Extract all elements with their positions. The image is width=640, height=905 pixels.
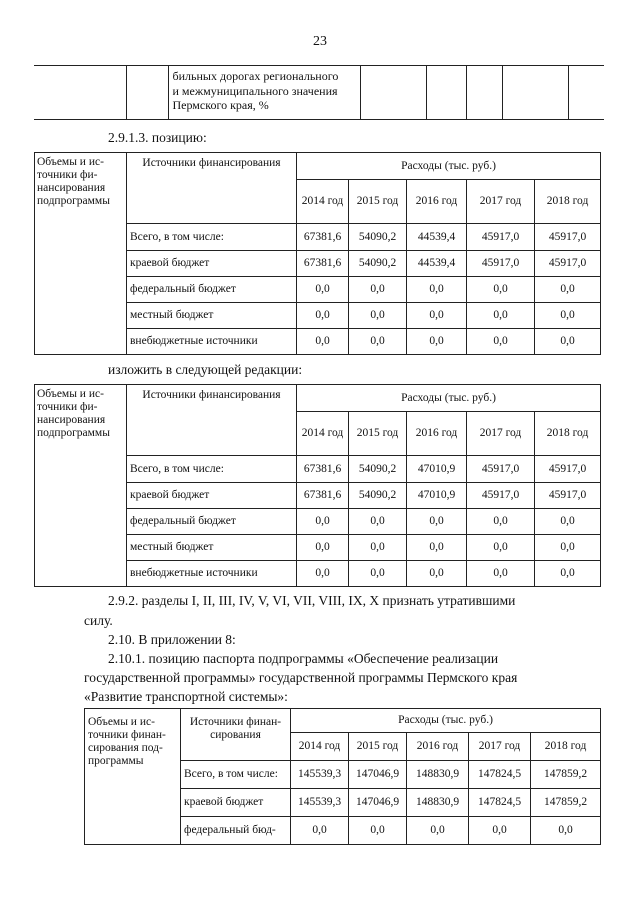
source-label: федеральный бюджет (127, 277, 297, 303)
value-cell: 54090,2 (349, 224, 407, 251)
value-cell: 54090,2 (349, 456, 407, 483)
row-header-line: сирования под- (88, 742, 163, 754)
top-table-line: Пермского края, % (172, 98, 269, 112)
value-cell: 0,0 (407, 277, 467, 303)
source-label: Всего, в том числе: (127, 456, 297, 483)
value-cell: 0,0 (407, 329, 467, 355)
top-table-cell (502, 66, 568, 120)
value-cell: 45917,0 (535, 224, 601, 251)
value-cell: 47010,9 (407, 456, 467, 483)
row-header-line: подпрограммы (37, 427, 110, 439)
page-number: 23 (313, 34, 327, 49)
source-label: местный бюджет (127, 303, 297, 329)
value-cell: 67381,6 (297, 483, 349, 509)
row-header (35, 153, 127, 355)
value-cell: 45917,0 (535, 483, 601, 509)
top-table-cell (360, 66, 426, 120)
value-cell: 67381,6 (297, 456, 349, 483)
value-cell: 0,0 (535, 535, 601, 561)
year-header: 2014 год (291, 733, 349, 761)
para-2-10-1-line: государственной программы» государственной программы Пермского края (84, 670, 518, 685)
sources-header-line: Источники финан- (189, 716, 282, 728)
value-cell: 147824,5 (469, 789, 531, 817)
value-cell: 0,0 (297, 329, 349, 355)
value-cell: 0,0 (349, 277, 407, 303)
value-cell: 0,0 (535, 277, 601, 303)
value-cell: 0,0 (349, 329, 407, 355)
value-cell: 148830,9 (407, 789, 469, 817)
source-label: внебюджетные источники (127, 329, 297, 355)
expenses-header: Расходы (тыс. руб.) (291, 709, 601, 733)
row-header (35, 385, 127, 587)
value-cell: 44539,4 (407, 224, 467, 251)
value-cell: 0,0 (467, 329, 535, 355)
year-header: 2018 год (535, 412, 601, 456)
source-label: краевой бюджет (127, 483, 297, 509)
row-header (85, 709, 181, 845)
value-cell: 0,0 (535, 561, 601, 587)
value-cell: 0,0 (407, 817, 469, 845)
year-header: 2017 год (467, 412, 535, 456)
financing-table-old (34, 152, 601, 355)
source-label: местный бюджет (127, 535, 297, 561)
year-header: 2015 год (349, 412, 407, 456)
para-2-9-1-3: 2.9.1.3. позицию: (108, 130, 207, 145)
row-header-line: нансирования (37, 182, 106, 194)
value-cell: 147859,2 (531, 789, 601, 817)
value-cell: 0,0 (349, 303, 407, 329)
top-table-text (168, 66, 360, 120)
value-cell: 47010,9 (407, 483, 467, 509)
value-cell: 0,0 (467, 509, 535, 535)
value-cell: 45917,0 (467, 251, 535, 277)
value-cell: 45917,0 (467, 224, 535, 251)
value-cell: 0,0 (297, 303, 349, 329)
year-header: 2015 год (349, 733, 407, 761)
value-cell: 0,0 (467, 561, 535, 587)
value-cell: 0,0 (349, 561, 407, 587)
source-label: федеральный бюджет (127, 509, 297, 535)
value-cell: 145539,3 (291, 789, 349, 817)
value-cell: 45917,0 (467, 483, 535, 509)
source-label: краевой бюджет (181, 789, 291, 817)
top-table-cell (426, 66, 466, 120)
value-cell: 0,0 (349, 509, 407, 535)
year-header: 2017 год (469, 733, 531, 761)
year-header: 2016 год (407, 733, 469, 761)
row-header-line: Объемы и ис- (88, 716, 155, 728)
source-label: краевой бюджет (127, 251, 297, 277)
year-header: 2016 год (407, 412, 467, 456)
financing-table-new (34, 384, 601, 587)
row-header-line: Объемы и ис- (37, 388, 104, 400)
value-cell: 45917,0 (467, 456, 535, 483)
value-cell: 45917,0 (535, 456, 601, 483)
row-header-line: точники фи- (37, 401, 98, 413)
year-header: 2018 год (535, 180, 601, 224)
row-header-line: точники фи- (37, 169, 98, 181)
source-label: внебюджетные источники (127, 561, 297, 587)
value-cell: 147824,5 (469, 761, 531, 789)
value-cell: 0,0 (297, 561, 349, 587)
year-header: 2014 год (297, 180, 349, 224)
top-table-cell (568, 66, 604, 120)
row-header-line: точники финан- (88, 729, 166, 741)
top-table (34, 65, 604, 120)
value-cell: 148830,9 (407, 761, 469, 789)
value-cell: 0,0 (297, 509, 349, 535)
value-cell: 0,0 (467, 277, 535, 303)
top-table-line: бильных дорогах регионального (172, 69, 339, 83)
row-header-line: нансирования (37, 414, 106, 426)
year-header: 2015 год (349, 180, 407, 224)
year-header: 2014 год (297, 412, 349, 456)
value-cell: 0,0 (535, 509, 601, 535)
value-cell: 0,0 (531, 817, 601, 845)
para-2-9-2-line: силу. (84, 613, 113, 628)
value-cell: 54090,2 (349, 483, 407, 509)
value-cell: 45917,0 (535, 251, 601, 277)
value-cell: 67381,6 (297, 251, 349, 277)
year-header: 2018 год (531, 733, 601, 761)
value-cell: 54090,2 (349, 251, 407, 277)
sources-header: Источники финансирования (127, 385, 297, 456)
value-cell: 0,0 (407, 561, 467, 587)
value-cell: 67381,6 (297, 224, 349, 251)
value-cell: 44539,4 (407, 251, 467, 277)
value-cell: 0,0 (291, 817, 349, 845)
value-cell: 0,0 (297, 277, 349, 303)
row-header-line: программы (88, 755, 144, 767)
top-table-cell (466, 66, 502, 120)
para-2-10-1-line: «Развитие транспортной системы»: (84, 689, 288, 704)
value-cell: 0,0 (349, 535, 407, 561)
value-cell: 0,0 (469, 817, 531, 845)
year-header: 2016 год (407, 180, 467, 224)
value-cell: 0,0 (297, 535, 349, 561)
value-cell: 0,0 (407, 535, 467, 561)
value-cell: 0,0 (407, 303, 467, 329)
top-table-cell (34, 66, 126, 120)
expenses-header: Расходы (тыс. руб.) (297, 385, 601, 412)
para-new-edition: изложить в следующей редакции: (108, 362, 303, 377)
expenses-header: Расходы (тыс. руб.) (297, 153, 601, 180)
year-header: 2017 год (467, 180, 535, 224)
top-table-cell (126, 66, 168, 120)
para-2-9-2-line: 2.9.2. разделы I, II, III, IV, V, VI, VII, VIII, IX, X признать утратившими (108, 593, 516, 608)
para-2-10-1-line: 2.10.1. позицию паспорта подпрограммы «Обеспечение реализации (108, 651, 499, 666)
value-cell: 0,0 (349, 817, 407, 845)
financing-table-support (84, 708, 601, 845)
value-cell: 0,0 (467, 535, 535, 561)
value-cell: 0,0 (535, 303, 601, 329)
top-table-line: и межмуниципального значения (172, 83, 338, 98)
value-cell: 0,0 (467, 303, 535, 329)
sources-header (181, 709, 291, 761)
source-label: Всего, в том числе: (127, 224, 297, 251)
value-cell: 0,0 (407, 509, 467, 535)
para-2-10: 2.10. В приложении 8: (108, 632, 236, 647)
source-label: федеральный бюд- (181, 817, 291, 845)
sources-header: Источники финансирования (127, 153, 297, 224)
value-cell: 0,0 (535, 329, 601, 355)
value-cell: 147046,9 (349, 761, 407, 789)
value-cell: 145539,3 (291, 761, 349, 789)
sources-header-line: сирования (210, 729, 261, 741)
source-label: Всего, в том числе: (181, 761, 291, 789)
row-header-line: подпрограммы (37, 195, 110, 207)
value-cell: 147859,2 (531, 761, 601, 789)
row-header-line: Объемы и ис- (37, 156, 104, 168)
value-cell: 147046,9 (349, 789, 407, 817)
